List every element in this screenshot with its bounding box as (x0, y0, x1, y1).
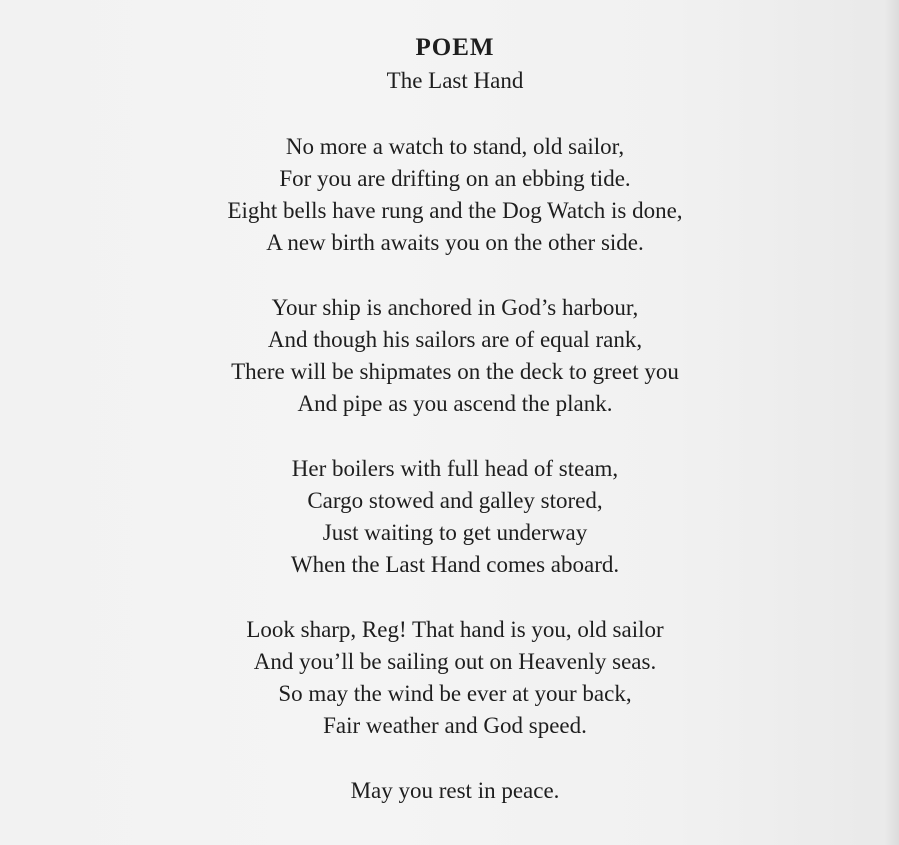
poem-line: There will be shipmates on the deck to greet you (231, 359, 679, 384)
poem-line: Her boilers with full head of steam, (291, 456, 619, 481)
poem-line: Fair weather and God speed. (323, 713, 587, 738)
poem-line: No more a watch to stand, old sailor, (285, 134, 625, 159)
stanza-4 (0, 614, 899, 742)
poem-line: Just waiting to get underway (322, 520, 588, 545)
poem-title: The Last Hand (386, 68, 524, 93)
poem-line: Your ship is anchored in God’s harbour, (271, 295, 639, 320)
poem-line: Cargo stowed and galley stored, (307, 488, 603, 513)
poem-line: A new birth awaits you on the other side. (266, 230, 644, 255)
poem-closing-line: May you rest in peace. (350, 778, 560, 803)
poem-line: Eight bells have rung and the Dog Watch is done, (227, 198, 683, 223)
poem-line: For you are drifting on an ebbing tide. (279, 166, 631, 191)
poem (0, 32, 899, 807)
poem-line: And you’ll be sailing out on Heavenly seas. (253, 649, 657, 674)
poem-line: Look sharp, Reg! That hand is you, old sailor (246, 617, 664, 642)
stanza-3 (0, 453, 899, 581)
poem-line: And pipe as you ascend the plank. (297, 391, 613, 416)
poem-line: So may the wind be ever at your back, (278, 681, 632, 706)
stanza-1 (0, 131, 899, 259)
poem-heading: POEM (415, 34, 495, 61)
poem-line: And though his sailors are of equal rank, (267, 327, 643, 352)
stanza-2 (0, 292, 899, 420)
poem-line: When the Last Hand comes aboard. (290, 552, 620, 577)
